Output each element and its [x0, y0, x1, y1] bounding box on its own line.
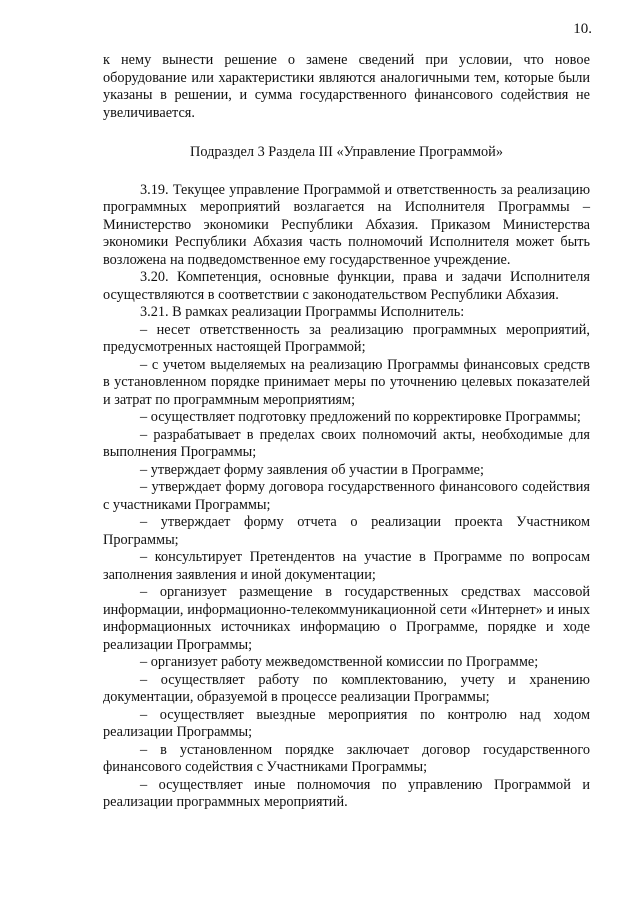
duties-list — [103, 322, 590, 812]
duty-item: – с учетом выделяемых на реализацию Программы финансовых средств в установленном порядке принимает меры по уточнению целевых показателей и затрат по программным мероприятиям; — [103, 356, 590, 408]
duty-item: – организует размещение в государственных средствах массовой информации, информационно-телекоммуникационной сети «Интернет» и иных информационных источниках информацию о Программе, порядке и ходе реализации Программы; — [103, 584, 590, 653]
duty-item: – утверждает форму договора государственного финансового содействия с участниками Программы; — [103, 479, 590, 513]
clause-3-20: 3.20. Компетенция, основные функции, права и задачи Исполнителя осуществляются в соответствии с законодательством Республики Абхазия. — [103, 269, 590, 303]
page-number: 10. — [573, 21, 592, 37]
duty-item: – осуществляет подготовку предложений по корректировке Программы; — [140, 409, 581, 425]
duty-item: – осуществляет выездные мероприятия по контролю над ходом реализации Программы; — [103, 706, 590, 740]
section-heading: Подраздел 3 Раздела III «Управление Программой» — [190, 144, 503, 160]
duty-item: – в установленном порядке заключает договор государственного финансового содействия с Участниками Программы; — [103, 741, 590, 775]
document-body — [103, 52, 590, 812]
duty-item: – организует работу межведомственной комиссии по Программе; — [140, 654, 539, 670]
duty-item: – утверждает форму отчета о реализации проекта Участником Программы; — [103, 514, 590, 548]
duty-item: – консультирует Претендентов на участие в Программе по вопросам заполнения заявления и иной документации; — [103, 549, 590, 583]
duty-item: – осуществляет работу по комплектованию, учету и хранению документации, образуемой в процессе реализации Программы; — [103, 671, 590, 705]
duty-item: – утверждает форму заявления об участии в Программе; — [140, 461, 484, 478]
clause-3-19: 3.19. Текущее управление Программой и ответственность за реализацию программных мероприятий возлагается на Исполнителя Программы – Министерство экономики Республики Абхазия. Приказом Министерства экономики Республики Абхазия часть полномочий Исполнителя может быть возложена на подведомственное ему государственное учреждение. — [103, 181, 590, 268]
duty-item: – осуществляет иные полномочия по управлению Программой и реализации программных мероприятий. — [103, 776, 590, 810]
duty-item: – разрабатывает в пределах своих полномочий акты, необходимые для выполнения Программы; — [103, 426, 590, 460]
clause-3-21: 3.21. В рамках реализации Программы Исполнитель: — [140, 304, 465, 320]
duty-item: – несет ответственность за реализацию программных мероприятий, предусмотренных настоящей Программой; — [103, 321, 590, 355]
opening-paragraph: к нему вынести решение о замене сведений при условии, что новое оборудование или характеристики являются аналогичными тем, которые были указаны в решении, и сумма государственного финансового содействия не увеличивается. — [103, 52, 590, 121]
